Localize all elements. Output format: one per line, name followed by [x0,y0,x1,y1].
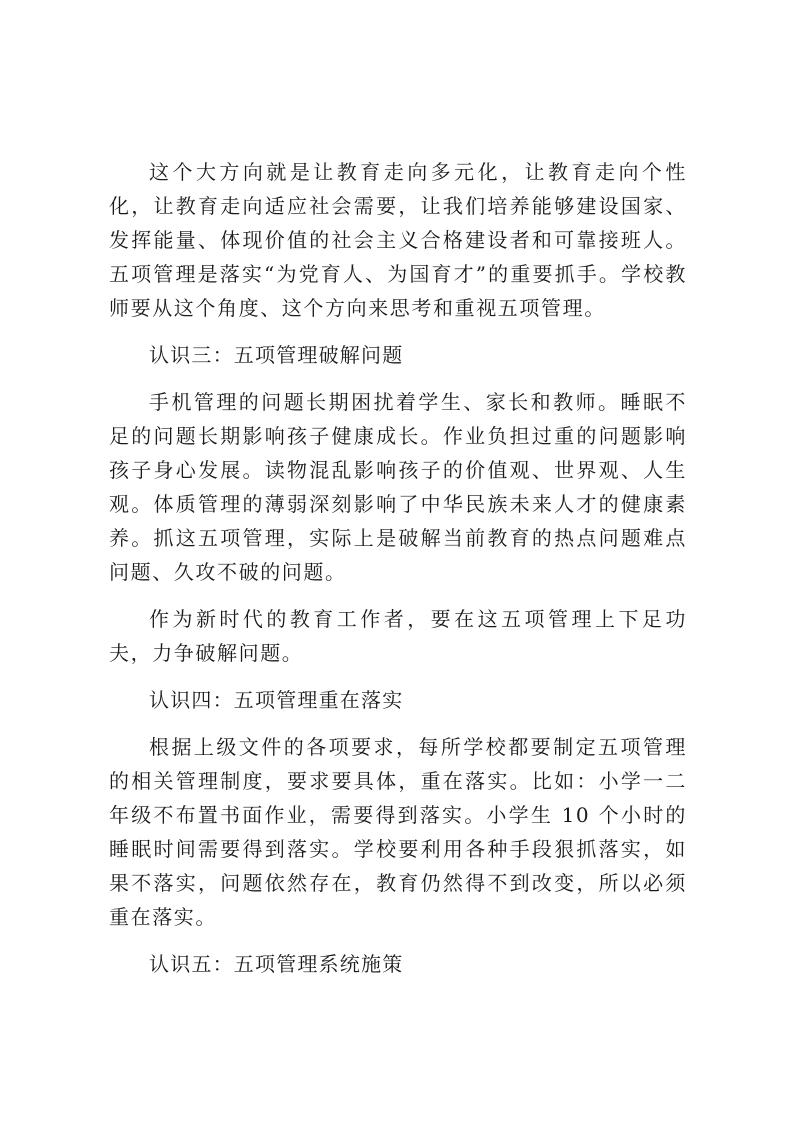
section-heading: 认识三：五项管理破解问题 [149,343,404,367]
section-heading: 认识五：五项管理系统施策 [149,952,404,976]
body-paragraph: 这个大方向就是让教育走向多元化，让教育走向个性化，让教育走向适应社会需要，让我们培养能够建设国家、发挥能量、体现价值的社会主义合格建设者和可靠接班人。五项管理是落实“为党育人、为国育才”的重要抓手。学校教师要从这个角度、这个方向来思考和重视五项管理。 [109,160,687,320]
document-body [109,155,687,994]
body-paragraph: 根据上级文件的各项要求，每所学校都要制定五项管理的相关管理制度，要求要具体，重在落实。比如：小学一二年级不布置书面作业，需要得到落实。小学生 10 个小时的睡眠时间需要得到落实。学校要利用各种手段狠抓落实，如果不落实，问题依然存在，教育仍然得不到改变，所以必须重在落实。 [109,735,687,929]
section-heading: 认识四：五项管理重在落实 [149,688,404,712]
body-paragraph: 手机管理的问题长期困扰着学生、家长和教师。睡眠不足的问题长期影响孩子健康成长。作业负担过重的问题影响孩子身心发展。读物混乱影响孩子的价值观、世界观、人生观。体质管理的薄弱深刻影响了中华民族未来人才的健康素养。抓这五项管理，实际上是破解当前教育的热点问题难点问题、久攻不破的问题。 [109,390,687,584]
body-paragraph: 作为新时代的教育工作者，要在这五项管理上下足功夫，力争破解问题。 [109,607,687,665]
